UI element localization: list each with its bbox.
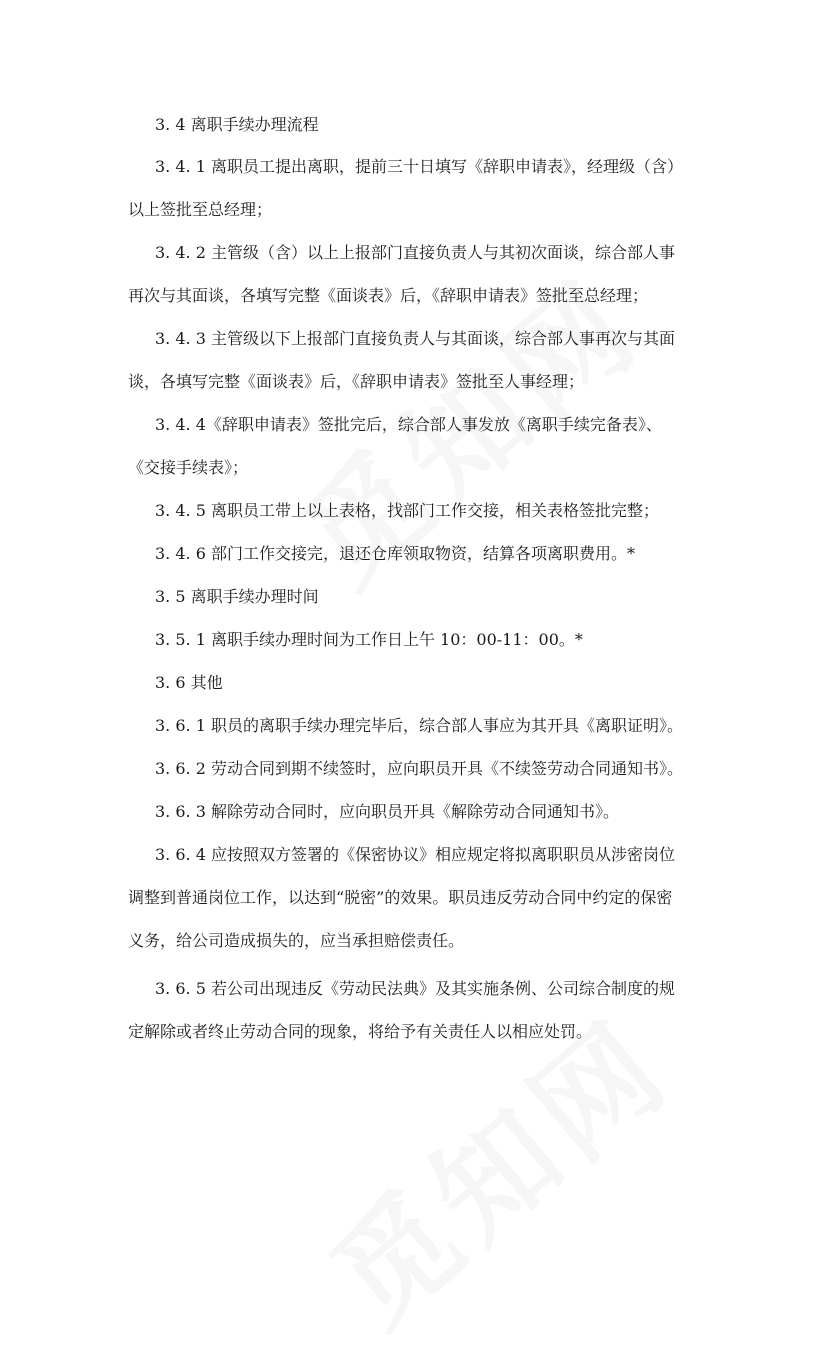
paragraph-3-4-6: 3. 4. 6 部门工作交接完，退还仓库领取物资，结算各项离职费用。* [155, 544, 635, 563]
paragraph-3-4-4-cont: 《交接手续表》； [128, 458, 249, 477]
paragraph-3-4-4: 3. 4. 4《辞职申请表》签批完后，综合部人事发放《离职手续完备表》、 [155, 415, 662, 434]
paragraph-3-6-3: 3. 6. 3 解除劳动合同时，应向职员开具《解除劳动合同通知书》。 [155, 802, 619, 821]
paragraph-3-6-5: 3. 6. 5 若公司出现违反《劳动民法典》及其实施条例、公司综合制度的规 [155, 979, 675, 998]
paragraph-3-6-4-cont: 调整到普通岗位工作，以达到“脱密”的效果。职员违反劳动合同中约定的保密 [128, 888, 673, 907]
section-heading-3-5: 3. 5 离职手续办理时间 [155, 587, 319, 606]
section-heading-3-6: 3. 6 其他 [155, 673, 223, 692]
paragraph-3-4-3-cont: 谈，各填写完整《面谈表》后，《辞职申请表》签批至人事经理； [128, 372, 585, 391]
paragraph-3-4-2: 3. 4. 2 主管级（含）以上上报部门直接负责人与其初次面谈，综合部人事 [155, 243, 675, 262]
paragraph-3-5-1: 3. 5. 1 离职手续办理时间为工作日上午 10：00-11：00。* [155, 630, 583, 649]
paragraph-3-6-5-cont: 定解除或者终止劳动合同的现象，将给予有关责任人以相应处罚。 [128, 1022, 593, 1041]
paragraph-3-6-4: 3. 6. 4 应按照双方签署的《保密协议》相应规定将拟离职职员从涉密岗位 [155, 845, 675, 864]
paragraph-3-4-2-cont: 再次与其面谈，各填写完整《面谈表》后，《辞职申请表》签批至总经理； [128, 286, 649, 305]
paragraph-3-4-3: 3. 4. 3 主管级以下上报部门直接负责人与其面谈，综合部人事再次与其面 [155, 329, 675, 348]
section-heading-3-4: 3. 4 离职手续办理流程 [155, 115, 319, 134]
paragraph-3-6-2: 3. 6. 2 劳动合同到期不续签时，应向职员开具《不续签劳动合同通知书》。 [155, 759, 683, 778]
paragraph-3-4-1-cont: 以上签批至总经理； [128, 200, 273, 219]
paragraph-3-6-1: 3. 6. 1 职员的离职手续办理完毕后，综合部人事应为其开具《离职证明》。 [155, 716, 683, 735]
paragraph-3-4-5: 3. 4. 5 离职员工带上以上表格，找部门工作交接，相关表格签批完整； [155, 501, 659, 520]
paragraph-3-6-4-cont: 义务，给公司造成损失的，应当承担赔偿责任。 [128, 931, 465, 950]
paragraph-3-4-1: 3. 4. 1 离职员工提出离职，提前三十日填写《辞职申请表》，经理级（含） [155, 157, 683, 176]
